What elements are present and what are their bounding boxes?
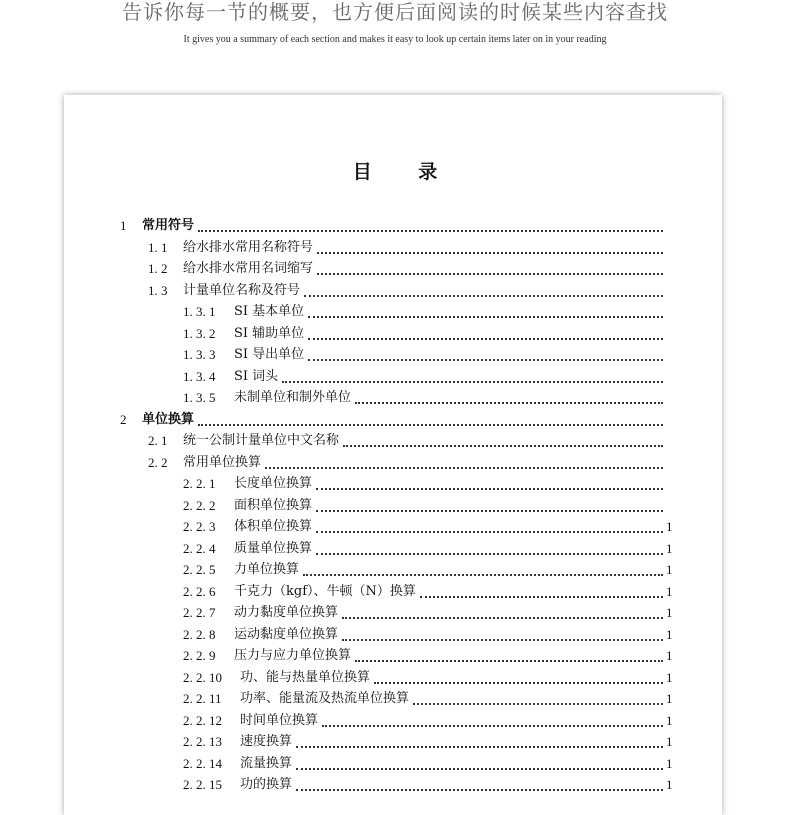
leader-dots — [413, 689, 663, 705]
toc-entry[interactable] — [183, 668, 676, 688]
leader-dots — [316, 474, 663, 490]
toc-number: 1. 2 — [148, 261, 168, 276]
toc-entry[interactable] — [183, 388, 676, 408]
toc-text: 计量单位名称及符号 — [183, 282, 301, 298]
toc-entry[interactable] — [183, 302, 676, 322]
toc-page-number: 1 — [666, 583, 673, 599]
toc-entry[interactable] — [148, 238, 676, 258]
toc-number: 1. 3 — [148, 282, 168, 298]
toc-entry[interactable] — [183, 689, 676, 709]
leader-dots — [316, 517, 663, 533]
toc-number: 1. 3. 3 — [183, 347, 216, 362]
leader-dots — [296, 732, 663, 748]
toc-text: 常用符号 — [142, 218, 195, 233]
toc-number: 2. 2. 1 — [183, 476, 216, 491]
toc-text: 给水排水常用名词缩写 — [183, 261, 314, 276]
toc-number: 1. 3. 2 — [183, 325, 216, 341]
leader-dots — [322, 711, 663, 727]
toc-text: 运动黏度单位换算 — [234, 626, 339, 642]
toc-number: 1. 1 — [148, 239, 168, 255]
toc-entry[interactable] — [183, 496, 676, 516]
page-heading: 告诉你每一节的概要，也方便后面阅读的时候某些内容查找 — [122, 0, 668, 24]
toc-page-number: 1 — [666, 691, 673, 706]
toc-text: 流量换算 — [240, 755, 293, 771]
toc-text: 压力与应力单位换算 — [234, 648, 352, 663]
toc-entry[interactable] — [120, 216, 676, 236]
leader-dots — [317, 259, 663, 275]
leader-dots — [296, 775, 663, 791]
toc-entry[interactable] — [183, 754, 676, 774]
leader-dots — [316, 496, 663, 512]
toc-text: 动力黏度单位换算 — [234, 605, 339, 620]
toc-text: SI 词头 — [234, 368, 279, 384]
toc-entry[interactable] — [183, 517, 676, 537]
toc-entry[interactable] — [183, 560, 676, 580]
toc-page-number: 1 — [666, 562, 673, 577]
leader-dots — [308, 324, 663, 340]
leader-dots — [308, 302, 663, 318]
toc-text: 面积单位换算 — [234, 497, 313, 513]
toc-entry[interactable] — [183, 732, 676, 752]
toc-number: 2. 2. 12 — [183, 712, 222, 728]
toc-entry[interactable] — [183, 345, 676, 365]
toc-number: 2. 2. 13 — [183, 734, 222, 749]
toc-text: 功、能与热量单位换算 — [240, 669, 371, 685]
toc-text: 千克力（kgf）、牛顿（N）换算 — [234, 583, 416, 599]
toc-page-number: 1 — [666, 777, 673, 792]
leader-dots — [342, 603, 663, 619]
toc-text: 长度单位换算 — [234, 476, 313, 491]
toc-entry[interactable] — [183, 582, 676, 602]
toc-page-number: 1 — [666, 540, 673, 556]
toc-entry[interactable] — [120, 410, 676, 430]
leader-dots — [343, 431, 663, 447]
toc-text: SI 基本单位 — [234, 304, 305, 319]
toc-entry[interactable] — [183, 324, 676, 344]
toc-number: 2. 2. 8 — [183, 626, 216, 642]
toc-entry[interactable] — [148, 431, 676, 451]
page-subtitle: It gives you a summary of each section and makes it easy to look up certain items later on in your reading — [183, 34, 607, 45]
toc-text: SI 辅助单位 — [234, 325, 305, 341]
toc-text: 功的换算 — [240, 777, 293, 792]
toc-page-number: 1 — [666, 519, 673, 534]
toc-entry[interactable] — [183, 625, 676, 645]
leader-dots — [198, 410, 663, 426]
toc-text: 未制单位和制外单位 — [234, 390, 352, 405]
toc-number: 2. 2. 5 — [183, 562, 216, 577]
leader-dots — [308, 345, 663, 361]
toc-entry[interactable] — [148, 259, 676, 279]
toc-page-number: 1 — [666, 669, 673, 685]
toc-number: 1 — [120, 218, 127, 233]
leader-dots — [420, 582, 663, 598]
toc-number: 2. 2. 6 — [183, 583, 216, 599]
toc-entry[interactable] — [183, 367, 676, 387]
toc-entry[interactable] — [183, 474, 676, 494]
toc-page-number: 1 — [666, 755, 673, 771]
toc-number: 1. 3. 1 — [183, 304, 216, 319]
toc-text: 质量单位换算 — [234, 540, 313, 556]
toc-number: 2. 2. 9 — [183, 648, 216, 663]
toc-number: 1. 3. 5 — [183, 390, 216, 405]
toc-number: 2. 2. 10 — [183, 669, 222, 685]
toc-text: 功率、能量流及热流单位换算 — [240, 691, 410, 706]
toc-entry[interactable] — [183, 646, 676, 666]
leader-dots — [265, 453, 663, 469]
toc-entry[interactable] — [148, 453, 676, 473]
toc-number: 2. 2. 15 — [183, 777, 222, 792]
toc-entry[interactable] — [183, 539, 676, 559]
leader-dots — [342, 625, 663, 641]
toc-number: 2. 2. 4 — [183, 540, 216, 556]
toc-number: 1. 3. 4 — [183, 368, 216, 384]
leader-dots — [316, 539, 663, 555]
toc-entry[interactable] — [183, 603, 676, 623]
toc-number: 2. 2. 14 — [183, 755, 222, 771]
toc-number: 2. 2. 11 — [183, 691, 222, 706]
toc-text: SI 导出单位 — [234, 347, 305, 362]
toc-number: 2. 1 — [148, 433, 168, 448]
toc-page-number: 1 — [666, 734, 673, 749]
leader-dots — [282, 367, 663, 383]
toc-text: 时间单位换算 — [240, 712, 319, 728]
leader-dots — [198, 216, 663, 232]
toc-entry[interactable] — [183, 775, 676, 795]
toc-page-number: 1 — [666, 626, 673, 642]
toc-text: 体积单位换算 — [234, 519, 313, 534]
toc-number: 2. 2 — [148, 454, 168, 470]
leader-dots — [355, 646, 663, 662]
leader-dots — [355, 388, 663, 404]
toc-number: 2. 2. 2 — [183, 497, 216, 513]
toc-number: 2. 2. 3 — [183, 519, 216, 534]
toc-text: 统一公制计量单位中文名称 — [183, 433, 340, 448]
leader-dots — [296, 754, 663, 770]
toc-text: 常用单位换算 — [183, 454, 262, 470]
leader-dots — [374, 668, 663, 684]
toc-number: 2. 2. 7 — [183, 605, 216, 620]
toc-text: 力单位换算 — [234, 562, 300, 577]
toc-page-number: 1 — [666, 648, 673, 663]
leader-dots — [317, 238, 663, 254]
toc-entry[interactable] — [148, 281, 676, 301]
toc-text: 单位换算 — [142, 411, 195, 427]
toc-page-number: 1 — [666, 605, 673, 620]
leader-dots — [304, 281, 663, 297]
toc-text: 给水排水常用名称符号 — [183, 239, 314, 255]
toc-page-number: 1 — [666, 712, 673, 728]
leader-dots — [303, 560, 663, 576]
toc-text: 速度换算 — [240, 734, 293, 749]
toc-number: 2 — [120, 411, 127, 427]
toc-entry[interactable] — [183, 711, 676, 731]
toc-title: 目 录 — [352, 161, 438, 183]
